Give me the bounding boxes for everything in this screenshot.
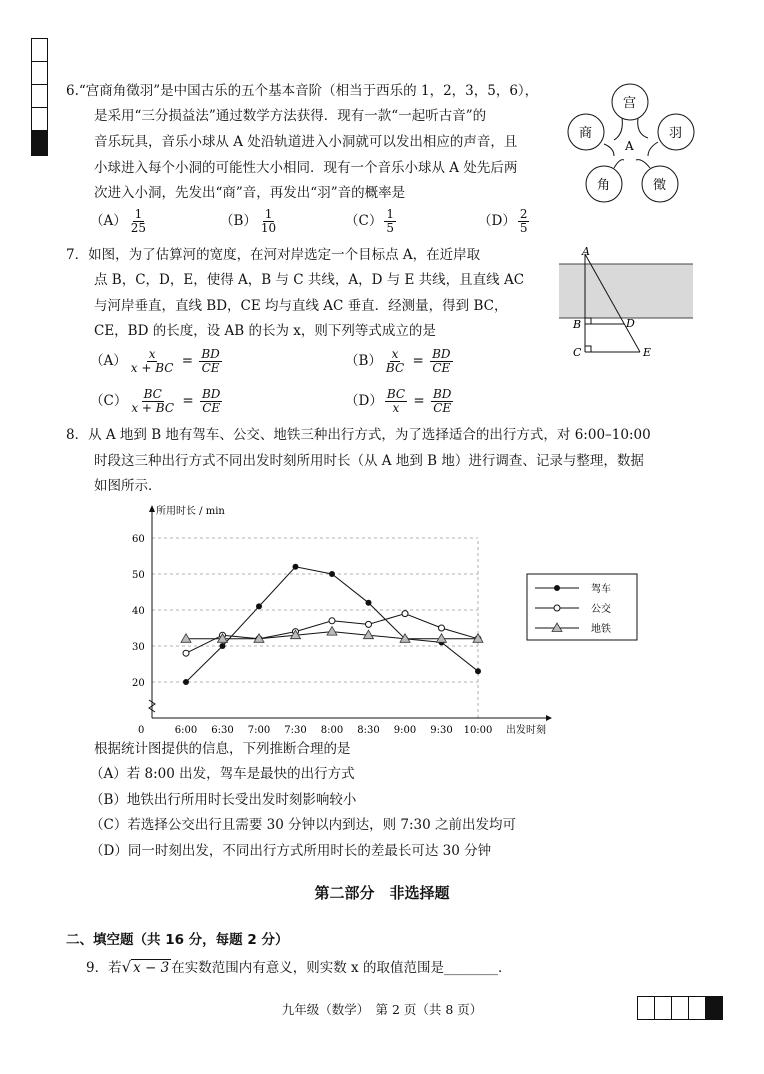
data-point-series-0 [256,603,262,609]
y-tick-label: 50 [132,570,145,581]
q8-option-c: （C）若选择公交出行且需要 30 分钟以内到达，则 7:30 之前出发均可 [90,817,516,833]
data-point-series-0 [220,643,226,649]
river-figure [556,244,696,362]
q6-line: 小球进入每个小洞的可能性大小相同．现有一个音乐小球从 A 处先后两 [94,160,518,176]
page-footer: 九年级（数学） 第 2 页（共 8 页） [281,1002,483,1017]
q7-line: CE，BD 的长度，设 AB 的长为 x，则下列等式成立的是 [94,323,436,339]
flower-note-jue: 角 [597,178,611,193]
line-chart [118,500,648,740]
x-tick-label: 6:30 [211,725,234,736]
footer-box-filled [705,996,723,1020]
y-tick-label: 20 [132,678,145,689]
legend-label: 地铁 [591,624,611,635]
x-tick-label: 9:30 [430,725,453,736]
footer-box [671,996,689,1020]
q6-line: 是采用“三分损益法”通过数学方法获得．现有一款“一起听古音”的 [94,108,487,124]
data-point-series-0 [293,564,299,570]
data-point-series-0 [475,668,481,674]
legend-box [527,574,637,640]
x-tick-label: 7:30 [284,725,307,736]
flower-note-gong: 宫 [623,96,637,111]
data-point-series-1 [402,611,408,617]
footer-box [637,996,655,1020]
x-axis-label: 出发时刻 [506,725,546,736]
q6-option-b: （B） $\frac{1}{10}$ [220,207,277,235]
section-2-title: 二、填空题（共 16 分，每题 2 分） [66,932,289,948]
legend-label: 公交 [591,604,611,615]
flower-center-a: A [625,139,634,153]
data-point-series-2 [327,627,337,636]
data-point-series-1 [329,618,335,624]
q7-option-b: （B） $\frac{x}{BC}$ = $\frac{BD}{CE}$ [345,347,451,375]
data-point-series-1 [183,650,189,656]
q6-line: 6.“宫商角徵羽”是中国古乐的五个基本音阶（相当于西乐的 1，2，3，5，6）， [66,83,539,99]
footer-box [654,996,672,1020]
y-axis-arrow [149,505,155,512]
sqrt-symbol: √ [121,958,132,976]
q8-option-a: （A）若 8:00 出发，驾车是最快的出行方式 [90,766,355,782]
q8-option-d: （D）同一时刻出发，不同出行方式所用时长的差最长可达 30 分钟 [90,843,492,859]
point-c-label: C [573,346,582,359]
q7-option-c: （C） $\frac{BC}{x + BC}$ = $\frac{BD}{CE}$ [90,387,221,415]
q7-line: 与河岸垂直，直线 BD，CE 均与直线 AC 垂直．经测量，得到 BC， [94,298,508,314]
point-d-label: D [626,317,635,330]
q6-option-c: （C） $\frac{1}{5}$ [345,207,394,235]
margin-box-filled [31,130,48,156]
axis-break [149,700,155,712]
point-e-label: E [643,346,652,359]
data-point-series-0 [183,679,189,685]
margin-box [31,61,48,85]
x-tick-label: 8:30 [357,725,380,736]
footer-box [688,996,706,1020]
flower-note-yu: 羽 [669,126,683,141]
point-b-label: B [573,318,582,331]
margin-box [31,84,48,108]
q7-option-a: （A） $\frac{x}{x + BC}$ = $\frac{BD}{CE}$ [90,347,220,375]
q6-line: 音乐玩具，音乐小球从 A 处沿轨道进入小洞就可以发出相应的声音，且 [94,134,518,150]
q8-line: 如图所示． [94,478,162,494]
data-point-series-1 [366,621,372,627]
x-tick-label: 7:00 [247,725,271,736]
x-tick-label: 10:00 [463,725,493,736]
x-tick-label: 8:00 [320,725,344,736]
flower-note-shang: 商 [579,126,593,141]
y-tick-label: 30 [132,642,145,653]
data-point-series-0 [366,600,372,606]
q8-line: 8．从 A 地到 B 地有驾车、公交、地铁三种出行方式，为了选择适合的出行方式，对 6:00–10:00 [66,427,651,443]
q8-after: 根据统计图提供的信息，下列推断合理的是 [94,741,351,757]
flower-figure [562,78,702,206]
flower-note-zhi: 徵 [653,178,667,193]
legend-marker [554,585,560,591]
x-tick-label: 9:00 [393,725,417,736]
data-point-series-1 [439,625,445,631]
y-axis-label: 所用时长 / min [156,506,225,517]
part-2-title: 第二部分 非选择题 [314,884,450,902]
data-point-series-2 [437,634,447,643]
margin-box [31,107,48,131]
point-a-label: A [582,245,590,258]
q7-line: 点 B，C，D，E，使得 A，B 与 C 共线，A，D 与 E 共线，且直线 AC [94,272,525,288]
y-tick-label: 60 [132,534,145,545]
x-axis-arrow [546,715,552,721]
x-tick-label: 6:00 [174,725,198,736]
q6-option-d: （D） $\frac{2}{5}$ [478,207,528,235]
q8-option-b: （B）地铁出行所用时长受出发时刻影响较小 [90,792,357,808]
q6-option-a: （A） $\frac{1}{25}$ [90,207,147,235]
y-tick-label: 40 [132,606,145,617]
radicand: x − 3 [133,960,170,976]
q7-line: 7．如图，为了估算河的宽度，在河对岸选定一个目标点 A，在近岸取 [66,247,481,263]
data-point-series-2 [181,634,191,643]
legend-label: 驾车 [591,584,611,595]
data-point-series-0 [329,571,335,577]
q8-line: 时段这三种出行方式不同出发时刻所用时长（从 A 地到 B 地）进行调查、记录与整理，数据 [94,453,644,469]
legend-marker [554,605,560,611]
margin-box [31,38,48,62]
q7-option-d: （D） $\frac{BC}{x}$ = $\frac{BD}{CE}$ [345,387,452,415]
q6-line: 次进入小洞，先发出“商”音，再发出“羽”音的概率是 [94,185,406,201]
question-9: 9．若√ x − 3 在实数范围内有意义，则实数 x 的取值范围是________． [86,958,512,976]
origin-label: 0 [138,725,145,736]
